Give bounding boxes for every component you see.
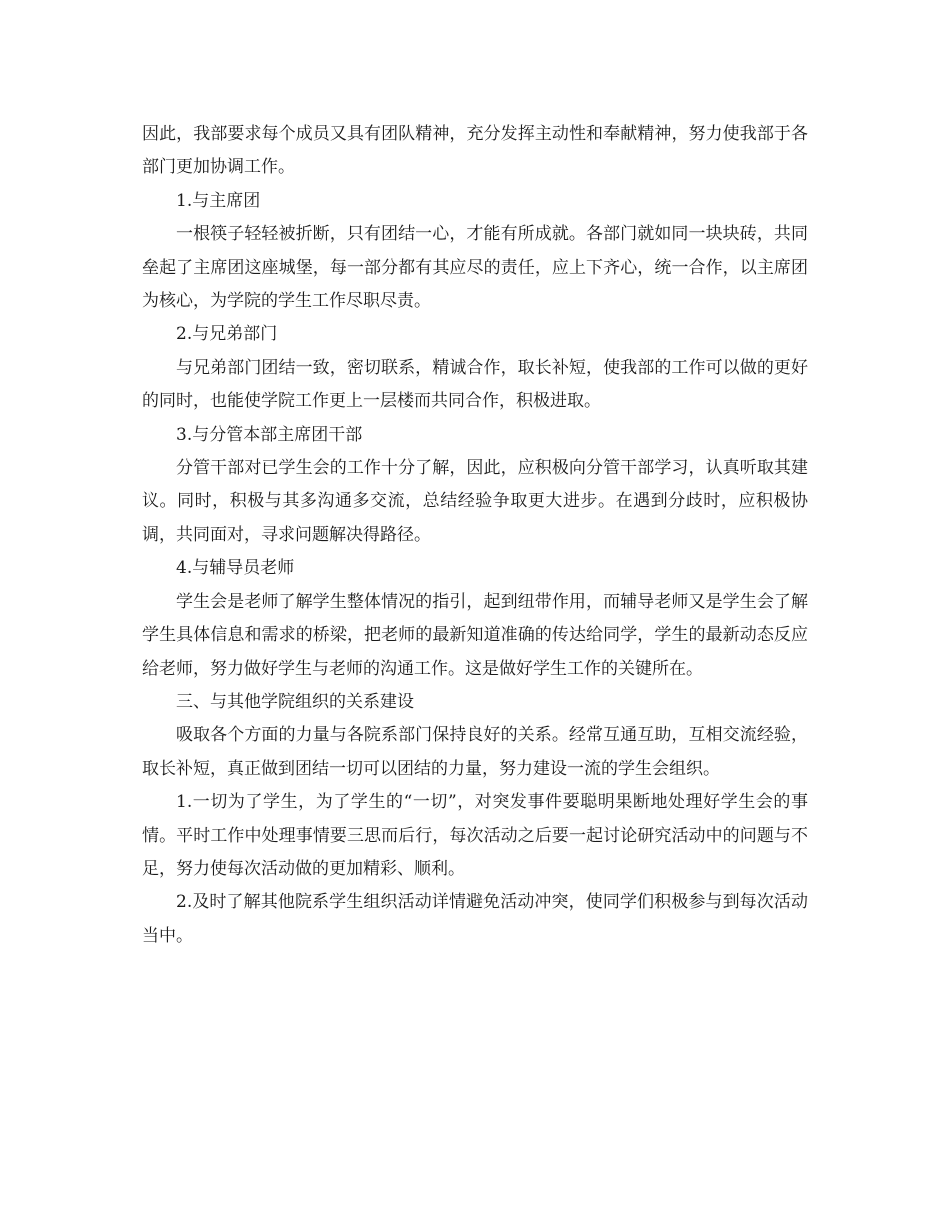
paragraph-other-organizations: 吸取各个方面的力量与各院系部门保持良好的关系。经常互通互助，互相交流经验，取长补短，真正做到团结一切可以团结的力量，努力建设一流的学生会组织。: [142, 725, 808, 779]
paragraph-continuation: 因此，我部要求每个成员又具有团队精神，充分发挥主动性和奉献精神，努力使我部于各部门更加协调工作。: [142, 124, 808, 178]
subheading-counselor: 4.与辅导员老师: [176, 558, 295, 579]
paragraph-counselor: 学生会是老师了解学生整体情况的指引，起到纽带作用，而辅导老师又是学生会了解学生具体信息和需求的桥梁，把老师的最新知道准确的传达给同学，学生的最新动态反应给老师，努力做好学生与老师的沟通工作。这是做好学生工作的关键所在。: [142, 591, 808, 679]
subheading-presidium: 1.与主席团: [176, 190, 261, 211]
paragraph-presidium: 一根筷子轻轻被折断，只有团结一心，才能有所成就。各部门就如同一块块砖，共同垒起了主席团这座城堡，每一部分都有其应尽的责任，应上下齐心，统一合作，以主席团为核心，为学院的学生工作尽职尽责。: [142, 224, 808, 312]
list-item-for-students: 1.一切为了学生，为了学生的“一切”，对突发事件要聪明果断地处理好学生会的事情。平时工作中处理事情要三思而后行，每次活动之后要一起讨论研究活动中的问题与不足，努力使每次活动做的更加精彩、顺利。: [142, 792, 808, 879]
list-item-avoid-conflicts: 2.及时了解其他院系学生组织活动详情避免活动冲突，使同学们积极参与到每次活动当中。: [142, 892, 808, 946]
paragraph-brother-departments: 与兄弟部门团结一致，密切联系，精诚合作，取长补短，使我部的工作可以做的更好的同时，也能使学院工作更上一层楼而共同合作，积极进取。: [142, 357, 808, 412]
document-page: [142, 118, 808, 953]
subheading-brother-departments: 2.与兄弟部门: [176, 324, 278, 345]
subheading-supervising-cadres: 3.与分管本部主席团干部: [176, 424, 363, 445]
paragraph-supervising-cadres: 分管干部对已学生会的工作十分了解，因此，应积极向分管干部学习，认真听取其建议。同时，积极与其多沟通多交流，总结经验争取更大进步。在遇到分歧时，应积极协调，共同面对，寻求问题解决得路径。: [142, 458, 808, 545]
section-heading-other-organizations: 三、与其他学院组织的关系建设: [176, 691, 414, 712]
